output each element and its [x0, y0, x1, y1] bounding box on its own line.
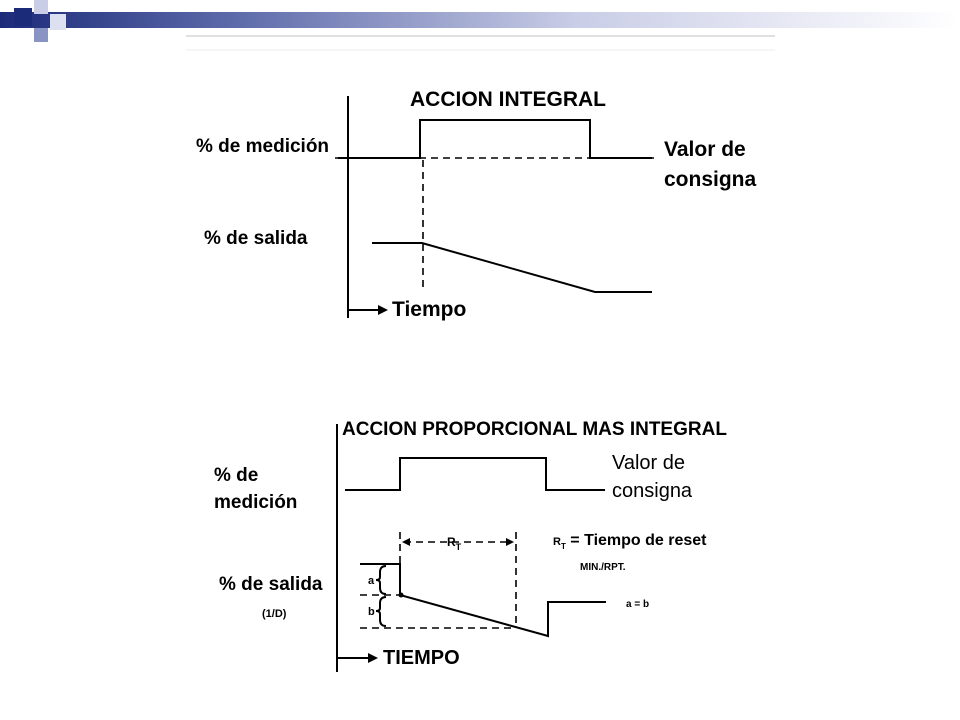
equality-label: a = b [626, 599, 650, 610]
arrow-left-icon [402, 538, 410, 546]
setpoint-label-line2: consigna [664, 168, 757, 191]
arrow-right-icon [378, 305, 388, 315]
reset-definition: $R_T$ = Tiempo de reset [553, 532, 707, 551]
junction-dot [399, 593, 404, 598]
output-ramp-signal [372, 243, 652, 292]
diagram-title: ACCION INTEGRAL [410, 88, 606, 111]
brace-a-icon [376, 566, 386, 594]
reset-symbol: $R_T$ [447, 535, 462, 552]
setpoint-label-line1: Valor de [664, 138, 746, 161]
measurement-step-signal [338, 120, 652, 158]
brace-b-icon [376, 597, 386, 626]
proportional-integral-diagram [214, 419, 727, 672]
time-label: Tiempo [392, 298, 467, 321]
setpoint-label-line2: consigna [612, 480, 693, 502]
arrow-right-icon [506, 538, 514, 546]
y-label-output: % de salida [204, 228, 308, 249]
y-label-measure: % de medición [196, 136, 330, 157]
y-label-output-unit: (1/D) [262, 608, 287, 620]
y-label-measure-line2: medición [214, 492, 298, 513]
y-label-measure-line1: % de [214, 465, 259, 486]
integral-action-diagram [196, 88, 757, 321]
diagram-title: ACCION PROPORCIONAL MAS INTEGRAL [342, 419, 727, 440]
time-label: TIEMPO [383, 647, 460, 669]
setpoint-label-line1: Valor de [612, 452, 686, 474]
label-b: b [368, 606, 375, 618]
arrow-right-icon [368, 653, 378, 663]
measurement-step-signal [345, 458, 605, 490]
label-a: a [368, 575, 375, 587]
output-signal [360, 564, 606, 636]
y-label-output: % de salida [219, 574, 323, 595]
reset-units: MIN./RPT. [580, 562, 626, 573]
